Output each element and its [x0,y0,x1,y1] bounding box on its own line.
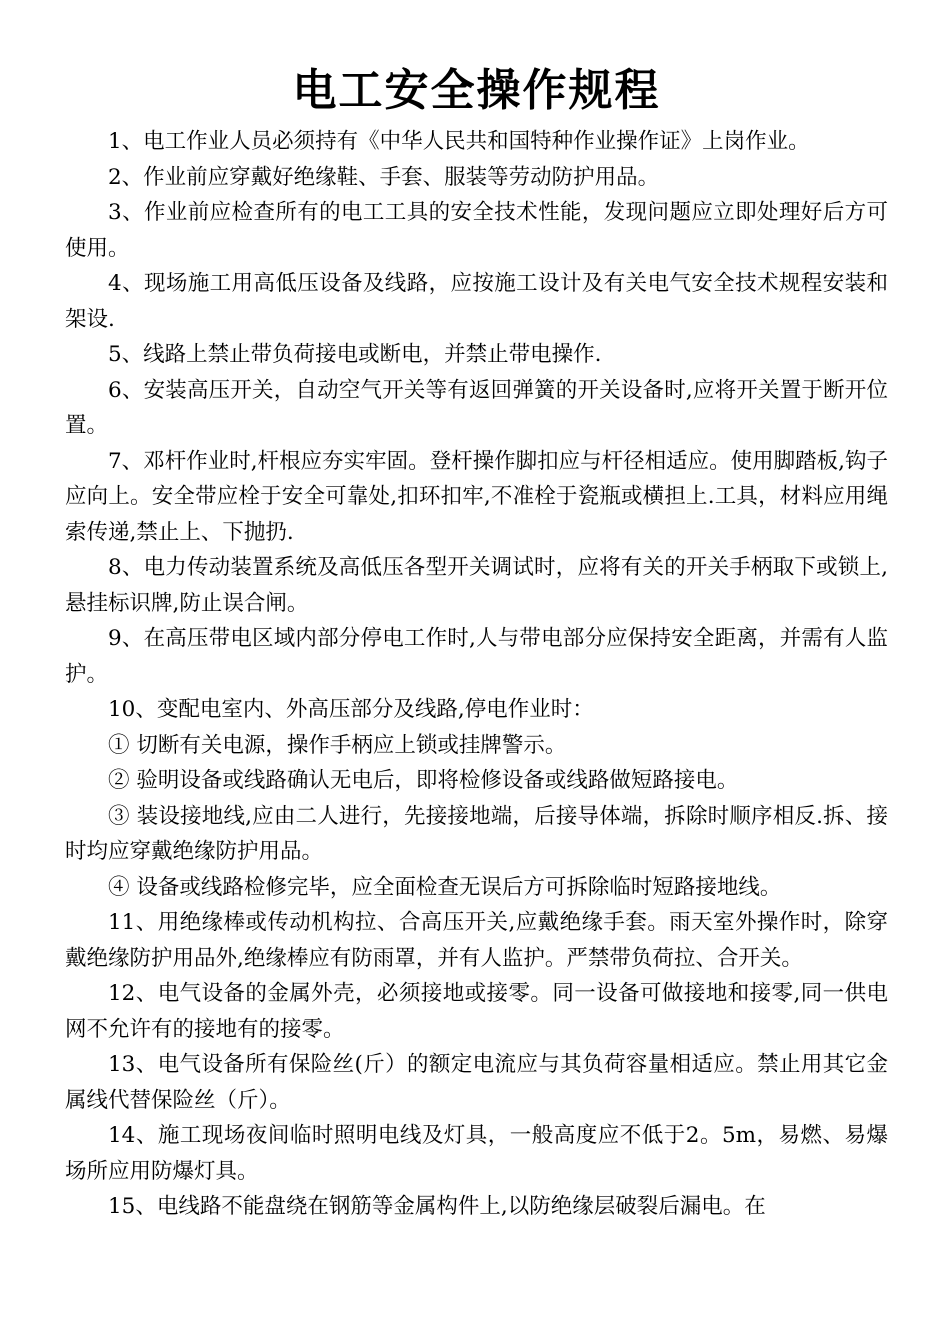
paragraph-4: 4、现场施工用高低压设备及线路，应按施工设计及有关电气安全技术规程安装和架设. [65,271,888,332]
paragraph-3: 3、作业前应检查所有的电工工具的安全技术性能，发现问题应立即处理好后方可使用。 [65,200,888,261]
paragraph-7: 7、邓杆作业时,杆根应夯实牢固。登杆操作脚扣应与杆径相适应。使用脚踏板,钩子应向上。安全带应栓于安全可靠处,扣环扣牢,不准栓于瓷瓶或横担上.工具，材料应用绳索传递,禁止上、下抛扔. [65,448,888,545]
paragraph-2: 2、作业前应穿戴好绝缘鞋、手套、服装等劳动防护用品。 [108,164,660,190]
sub-item-4: ④ 设备或线路检修完毕，应全面检查无误后方可拆除临时短路接地线。 [108,874,782,900]
document-body [65,124,888,1225]
paragraph-12: 12、电气设备的金属外壳，必须接地或接零。同一设备可做接地和接零,同一供电网不允许有的接地有的接零。 [65,981,888,1042]
paragraph-15: 15、电线路不能盘绕在钢筋等金属构件上,以防绝缘层破裂后漏电。在 [108,1194,766,1219]
paragraph-13: 13、电气设备所有保险丝(斤）的额定电流应与其负荷容量相适应。禁止用其它金属线代替保险丝（斤）。 [65,1052,888,1113]
paragraph-10: 10、变配电室内、外高压部分及线路,停电作业时： [108,697,594,722]
sub-item-1: ① 切断有关电源，操作手柄应上锁或挂牌警示。 [108,732,567,758]
paragraph-1: 1、电工作业人员必须持有《中华人民共和国特种作业操作证》上岗作业。 [108,129,810,154]
paragraph-6: 6、安装高压开关，自动空气开关等有返回弹簧的开关设备时,应将开关置于断开位置。 [65,377,888,438]
document-title: 电工安全操作规程 [292,65,661,116]
sub-item-2: ② 验明设备或线路确认无电后，即将检修设备或线路做短路接电。 [108,768,739,793]
sub-item-3: ③ 装设接地线,应由二人进行，先接接地端，后接导体端，拆除时顺序相反.拆、接时均应穿戴绝缘防护用品。 [65,803,888,864]
paragraph-14: 14、施工现场夜间临时照明电线及灯具，一般高度应不低于2。5m，易燃、易爆场所应用防爆灯具。 [65,1123,888,1184]
paragraph-9: 9、在高压带电区域内部分停电工作时,人与带电部分应保持安全距离，并需有人监护。 [65,626,888,687]
paragraph-5: 5、线路上禁止带负荷接电或断电，并禁止带电操作. [108,342,602,367]
paragraph-11: 11、用绝缘棒或传动机构拉、合高压开关,应戴绝缘手套。雨天室外操作时，除穿戴绝缘防护用品外,绝缘棒应有防雨罩，并有人监护。严禁带负荷拉、合开关。 [65,910,888,971]
paragraph-8: 8、电力传动装置系统及高低压各型开关调试时，应将有关的开关手柄取下或锁上,悬挂标识牌,防止误合闸。 [65,555,888,616]
